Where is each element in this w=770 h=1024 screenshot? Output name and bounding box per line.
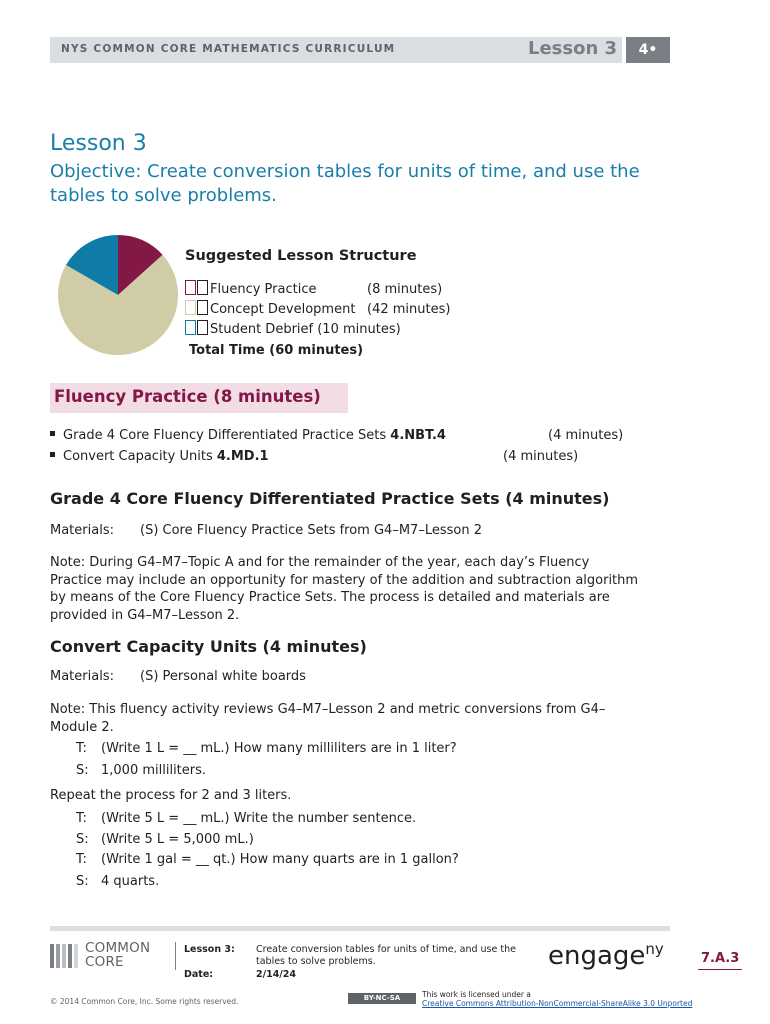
dialog-line: S: 1,000 milliliters.	[76, 763, 207, 778]
bullet-icon	[50, 452, 55, 457]
curriculum-label: NYS COMMON CORE MATHEMATICS CURRICULUM	[61, 43, 396, 55]
section1-materials: Materials: (S) Core Fluency Practice Sets from G4–M7–Lesson 2	[50, 523, 482, 538]
dialog-line: S: 4 quarts.	[76, 874, 160, 889]
common-core-wordmark: COMMON CORE	[85, 940, 151, 970]
section1-note: Note: During G4–M7–Topic A and for the remainder of the year, each day’s Fluency Practice may include an opportunity for mastery of the addition and subtraction algorithm by means of the Core Fluency Practice Sets. The process is detailed and materials are provided in G4–M7–Lesson 2.	[50, 555, 639, 623]
concept-color-box	[185, 300, 196, 315]
fluency-item-2: Convert Capacity Units 4.MD.1 (4 minutes)	[50, 447, 269, 467]
footer-rule	[50, 926, 670, 931]
objective: Objective: Create conversion tables for units of time, and use the tables to solve problems.	[50, 161, 640, 206]
fluency-time: (8 minutes)	[367, 282, 443, 297]
footer-date: 2/14/24	[256, 969, 296, 980]
repeat-instruction: Repeat the process for 2 and 3 liters.	[50, 788, 292, 803]
license-text: This work is licensed under a	[422, 990, 531, 999]
copyright: © 2014 Common Core, Inc. Some rights reserved.	[50, 997, 239, 1006]
dialog-line: T: (Write 5 L = __ mL.) Write the number sentence.	[76, 811, 417, 826]
fluency-color-box	[185, 280, 196, 295]
concept-time: (42 minutes)	[367, 302, 451, 317]
fluency-heading: Fluency Practice (8 minutes)	[54, 387, 321, 406]
section2-heading: Convert Capacity Units (4 minutes)	[50, 637, 367, 656]
structure-row-concept: Concept Development (42 minutes)	[185, 300, 355, 320]
dialog-line: S: (Write 5 L = 5,000 mL.)	[76, 832, 254, 847]
item-time: (4 minutes)	[548, 428, 624, 443]
section2-materials: Materials: (S) Personal white boards	[50, 669, 306, 684]
header-lesson: Lesson 3	[528, 38, 618, 59]
lesson-structure-pie	[57, 234, 179, 356]
structure-heading: Suggested Lesson Structure	[185, 248, 417, 264]
section2-note: Note: This fluency activity reviews G4–M7–Lesson 2 and metric conversions from G4–Module 2.	[50, 702, 606, 735]
common-core-logo-icon	[50, 942, 80, 970]
footer-date-label: Date:	[184, 969, 214, 980]
bullet-icon	[50, 431, 55, 436]
total-time: Total Time (60 minutes)	[189, 343, 364, 358]
dialog-line: T: (Write 1 gal = __ qt.) How many quarts are in 1 gallon?	[76, 852, 459, 867]
debrief-color-box	[185, 320, 196, 335]
license-link[interactable]: Creative Commons Attribution-NonCommercial-ShareAlike 3.0 Unported	[422, 999, 693, 1008]
footer-divider	[175, 942, 176, 970]
fluency-item-1: Grade 4 Core Fluency Differentiated Practice Sets 4.NBT.4 (4 minutes)	[50, 426, 446, 446]
footer-lesson-label: Lesson 3:	[184, 944, 235, 955]
item-time: (4 minutes)	[503, 449, 579, 464]
page-number-rule	[698, 969, 742, 970]
lesson-title: Lesson 3	[50, 131, 147, 156]
box-icon	[197, 280, 208, 295]
structure-row-fluency: Fluency Practice (8 minutes)	[185, 280, 316, 300]
cc-license-badge: BY-NC-SA	[348, 993, 416, 1004]
box-icon	[197, 320, 208, 335]
grade-badge: 4•	[626, 37, 670, 63]
section1-heading: Grade 4 Core Fluency Differentiated Practice Sets (4 minutes)	[50, 489, 610, 508]
standard-code: 4.MD.1	[216, 449, 269, 464]
structure-row-debrief: Student Debrief (10 minutes)	[185, 320, 401, 340]
dialog-line: T: (Write 1 L = __ mL.) How many milliliters are in 1 liter?	[76, 741, 457, 756]
page-number: 7.A.3	[701, 951, 740, 966]
box-icon	[197, 300, 208, 315]
engageny-logo: engage$^{ny}$	[548, 940, 664, 971]
footer-lesson-text: Create conversion tables for units of time, and use the tables to solve problems.	[256, 944, 516, 967]
standard-code: 4.NBT.4	[390, 428, 446, 443]
